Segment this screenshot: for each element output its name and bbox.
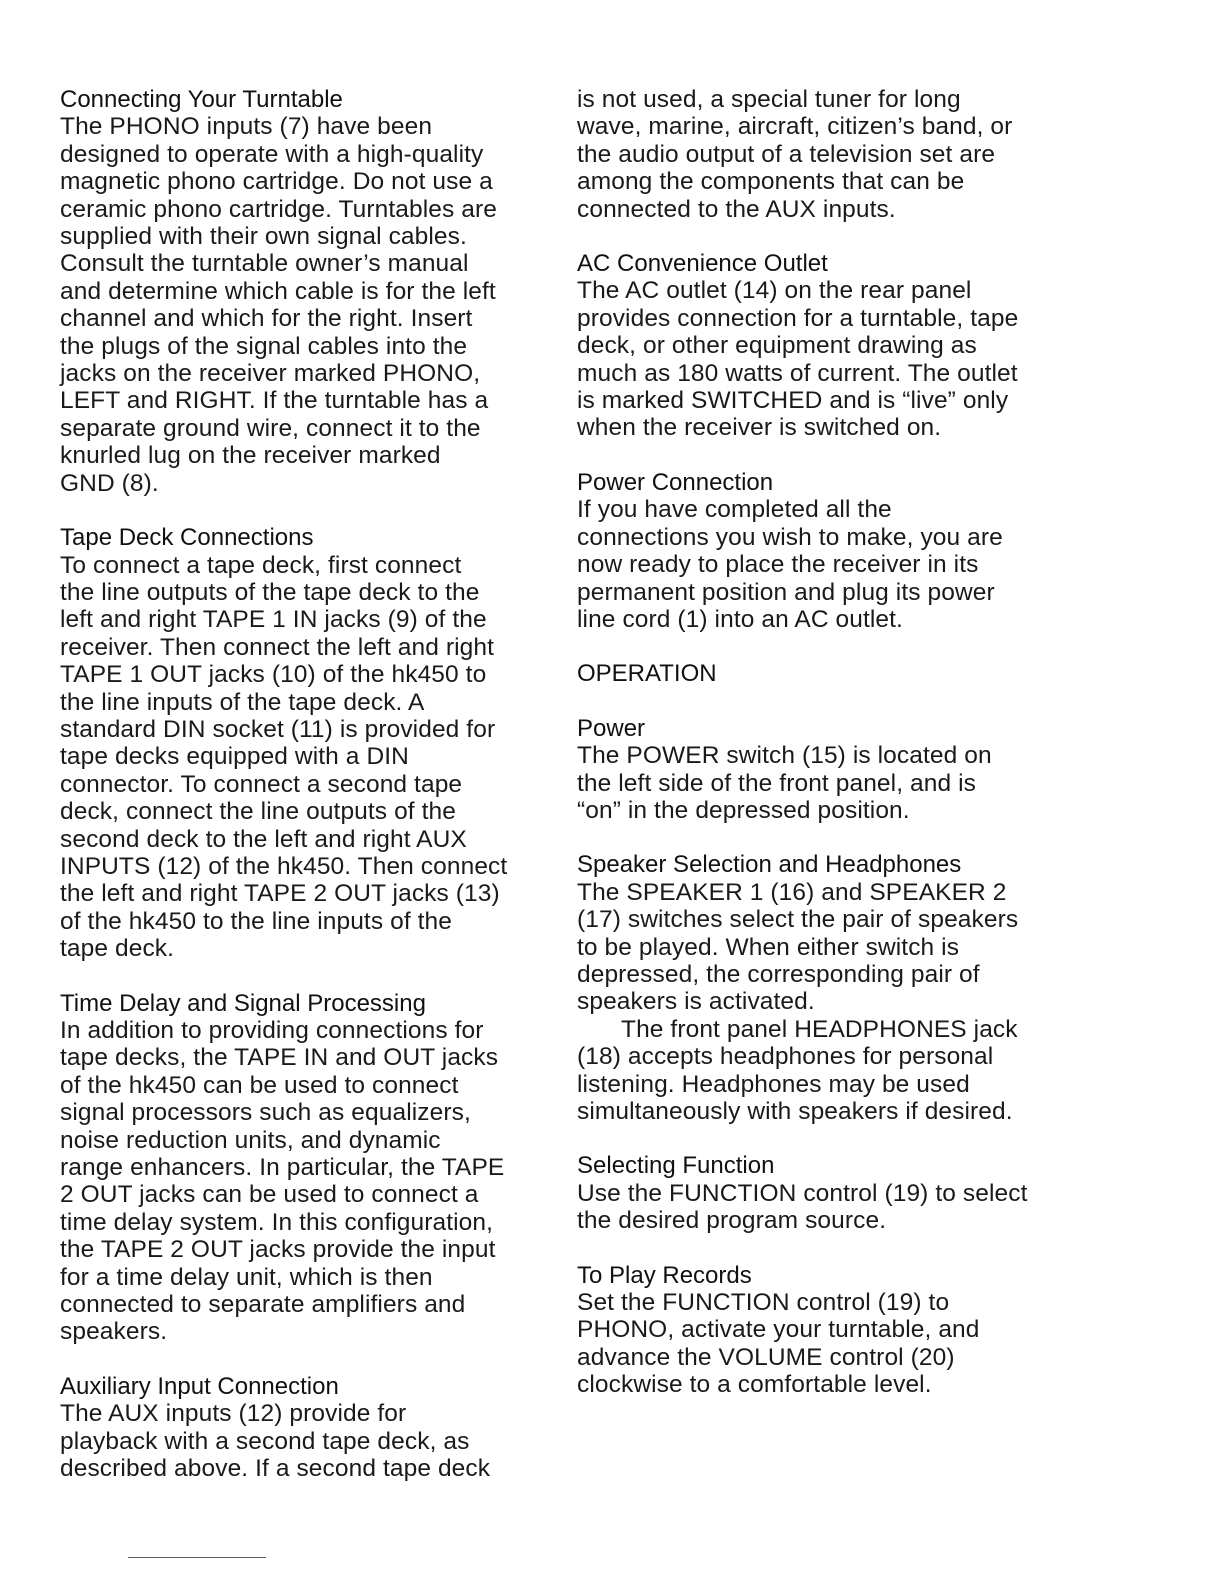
text-line: the plugs of the signal cables into the (60, 332, 468, 360)
text-line: designed to operate with a high-quality (60, 140, 484, 168)
text-line: advance the VOLUME control (20) (577, 1343, 955, 1371)
text-line: the audio output of a television set are (577, 140, 996, 168)
text-line: line cord (1) into an AC outlet. (577, 605, 903, 633)
text-line: The front panel HEADPHONES jack (621, 1015, 1018, 1043)
section-speaker-selection (577, 851, 1092, 1125)
text-line: standard DIN socket (11) is provided for (60, 715, 496, 743)
text-line: receiver. Then connect the left and right (60, 633, 495, 661)
text-line: speakers. (60, 1318, 168, 1346)
text-line: Set the FUNCTION control (19) to (577, 1289, 950, 1317)
text-line: the line inputs of the tape deck. A (60, 688, 425, 716)
text-line: provides connection for a turntable, tape (577, 304, 1019, 332)
text-line: (18) accepts headphones for personal (577, 1043, 994, 1071)
section-heading: Power Connection (577, 468, 774, 496)
operation-heading: OPERATION (577, 660, 717, 688)
text-line: simultaneously with speakers if desired. (577, 1098, 1013, 1125)
text-line: connected to the AUX inputs. (577, 195, 896, 223)
text-line: left and right TAPE 1 IN jacks (9) of the (60, 606, 487, 634)
section-aux-continuation (577, 86, 1092, 223)
text-line: signal processors such as equalizers, (60, 1099, 471, 1127)
text-line: the line outputs of the tape deck to the (60, 578, 480, 606)
text-line: In addition to providing connections for (60, 1017, 484, 1044)
major-section (577, 660, 1092, 687)
text-line: among the components that can be (577, 168, 965, 196)
section-tape-deck-connections (60, 524, 565, 963)
text-line: is not used, a special tuner for long (577, 86, 961, 113)
text-line: Consult the turntable owner’s manual (60, 250, 469, 278)
section-heading: AC Convenience Outlet (577, 250, 828, 278)
text-line: noise reduction units, and dynamic (60, 1126, 441, 1154)
text-line: range enhancers. In particular, the TAPE (60, 1154, 505, 1182)
text-line: second deck to the left and right AUX (60, 825, 467, 853)
text-line: of the hk450 to the line inputs of the (60, 907, 452, 935)
text-line: The SPEAKER 1 (16) and SPEAKER 2 (577, 878, 1007, 906)
text-line: ceramic phono cartridge. Turntables are (60, 195, 497, 223)
section-heading: To Play Records (577, 1261, 752, 1289)
section-heading: Power (577, 714, 646, 742)
text-line: The AUX inputs (12) provide for (60, 1400, 407, 1428)
text-line: channel and which for the right. Insert (60, 305, 473, 333)
text-line: connections you wish to make, you are (577, 523, 1003, 551)
text-line: when the receiver is switched on. (577, 414, 942, 442)
text-line: magnetic phono cartridge. Do not use a (60, 168, 493, 196)
text-line: INPUTS (12) of the hk450. Then connect (60, 852, 508, 880)
text-line: tape decks equipped with a DIN (60, 743, 409, 771)
text-line: clockwise to a comfortable level. (577, 1371, 932, 1399)
text-line: (17) switches select the pair of speakers (577, 906, 1019, 934)
text-line: permanent position and plug its power (577, 578, 995, 606)
section-heading: Time Delay and Signal Processing (60, 989, 426, 1017)
text-line: deck, or other equipment drawing as (577, 332, 977, 360)
text-line: supplied with their own signal cables. (60, 223, 467, 251)
text-line: GND (8). (60, 469, 159, 497)
section-ac-outlet (577, 250, 1092, 442)
section-heading: Auxiliary Input Connection (60, 1372, 339, 1400)
text-line: described above. If a second tape deck (60, 1455, 491, 1483)
text-line: The PHONO inputs (7) have been (60, 113, 433, 141)
text-line: for a time delay unit, which is then (60, 1263, 433, 1291)
section-selecting-function (577, 1152, 1092, 1234)
text-line: 2 OUT jacks can be used to connect a (60, 1181, 479, 1209)
section-heading: Tape Deck Connections (60, 524, 314, 552)
text-line: connector. To connect a second tape (60, 770, 463, 798)
text-line: the left side of the front panel, and is (577, 769, 976, 797)
text-line: PHONO, activate your turntable, and (577, 1316, 980, 1344)
text-line: tape decks, the TAPE IN and OUT jacks (60, 1044, 499, 1072)
right-column (577, 86, 1092, 1426)
text-line: listening. Headphones may be used (577, 1070, 970, 1098)
text-line: is marked SWITCHED and is “live” only (577, 387, 1009, 415)
text-line: deck, connect the line outputs of the (60, 798, 456, 826)
section-heading: Speaker Selection and Headphones (577, 851, 962, 879)
left-column (60, 86, 565, 1510)
text-line: speakers is activated. (577, 988, 815, 1016)
text-line: jacks on the receiver marked PHONO, (60, 360, 481, 388)
text-line: wave, marine, aircraft, citizen’s band, or (577, 113, 1013, 141)
text-line: The POWER switch (15) is located on (577, 742, 992, 770)
text-line: “on” in the depressed position. (577, 796, 910, 824)
text-line: LEFT and RIGHT. If the turntable has a (60, 387, 489, 415)
text-line: tape deck. (60, 935, 175, 963)
text-line: TAPE 1 OUT jacks (10) of the hk450 to (60, 661, 487, 689)
section-connecting-turntable (60, 86, 565, 497)
section-heading: Selecting Function (577, 1152, 775, 1180)
text-line: the TAPE 2 OUT jacks provide the input (60, 1236, 496, 1264)
text-line: to be played. When either switch is (577, 933, 960, 961)
text-line: the desired program source. (577, 1207, 887, 1235)
section-time-delay (60, 990, 565, 1346)
text-line: knurled lug on the receiver marked (60, 442, 441, 470)
text-line: much as 180 watts of current. The outlet (577, 359, 1018, 387)
text-line: now ready to place the receiver in its (577, 551, 979, 579)
scan-artifact-line (128, 1557, 266, 1558)
section-play-records (577, 1262, 1092, 1399)
text-line: of the hk450 can be used to connect (60, 1071, 459, 1099)
section-auxiliary-input (60, 1373, 565, 1483)
text-line: depressed, the corresponding pair of (577, 960, 980, 988)
text-line: The AC outlet (14) on the rear panel (577, 277, 972, 305)
text-line: separate ground wire, connect it to the (60, 414, 481, 442)
section-power (577, 715, 1092, 825)
text-line: the left and right TAPE 2 OUT jacks (13) (60, 880, 500, 908)
section-heading: Connecting Your Turntable (60, 86, 343, 113)
text-line: If you have completed all the (577, 496, 892, 524)
text-line: To connect a tape deck, first connect (60, 551, 462, 579)
text-line: and determine which cable is for the left (60, 277, 496, 305)
text-line: playback with a second tape deck, as (60, 1427, 470, 1455)
text-line: time delay system. In this configuration, (60, 1208, 494, 1236)
text-line: connected to separate amplifiers and (60, 1291, 466, 1319)
text-line: Use the FUNCTION control (19) to select (577, 1179, 1028, 1207)
section-power-connection (577, 469, 1092, 633)
